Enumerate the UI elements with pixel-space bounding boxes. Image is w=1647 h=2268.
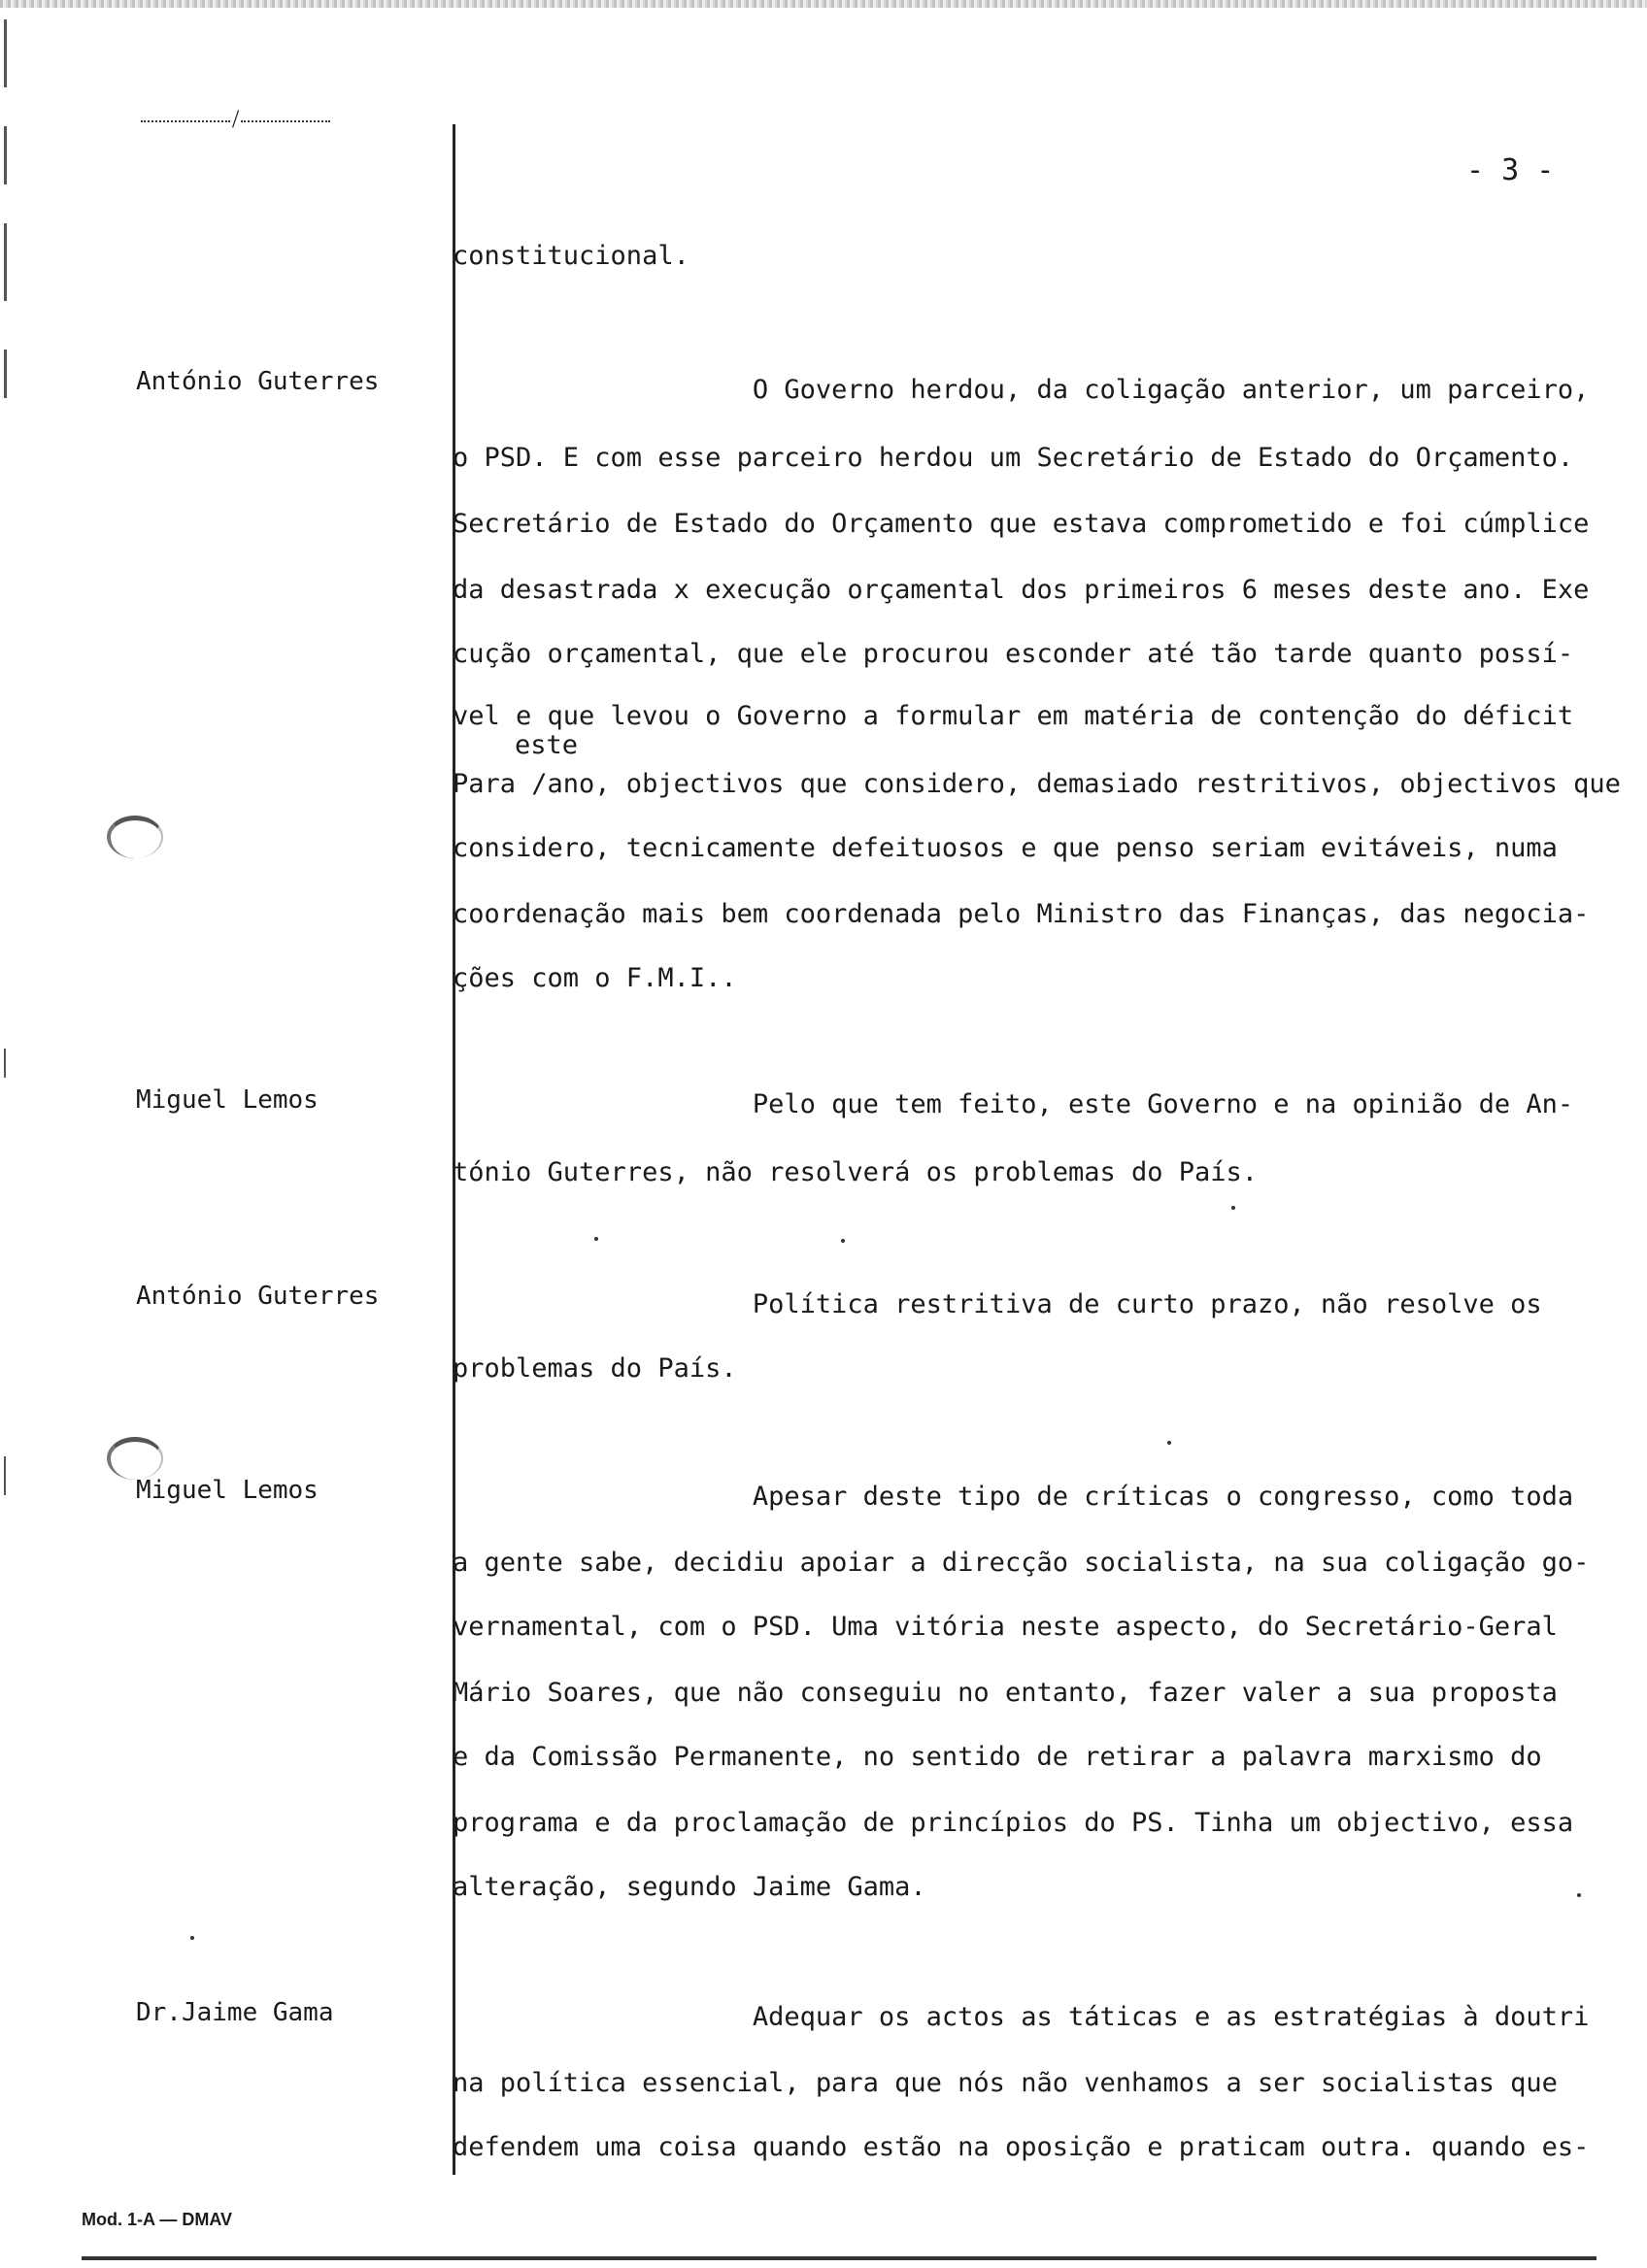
text-line: coordenação mais bem coordenada pelo Ministro das Finanças, das negocia- [453,899,1590,929]
text-line: Adequar os actos as táticas e as estratégias à doutri [453,2002,1590,2032]
text-line: Política restritiva de curto prazo, não resolve os [453,1289,1542,1319]
ink-speck [1167,1441,1171,1445]
text-line: problemas do País. [453,1353,737,1384]
text-line: defendem uma coisa quando estão na oposição e praticam outra. quando es- [453,2132,1590,2162]
text-line: vernamental, com o PSD. Uma vitória neste aspecto, do Secretário-Geral [453,1612,1558,1642]
text-line: o PSD. E com esse parceiro herdou um Secretário de Estado do Orçamento. [453,443,1574,473]
punch-hole [107,1437,163,1480]
text-line: Para /ano, objectivos que considero, demasiado restritivos, objectivos que [453,769,1621,799]
speaker-label: António Guterres [136,1282,380,1311]
text-line: alteração, segundo Jaime Gama. [453,1872,926,1902]
text-line: a gente sabe, decidiu apoiar a direcção socialista, na sua coligação go- [453,1548,1590,1578]
text-line: constitucional. [453,241,689,271]
speaker-label: António Guterres [136,367,380,396]
interlinear-insert: este [515,730,579,760]
text-line: e da Comissão Permanente, no sentido de retirar a palavra marxismo do [453,1742,1542,1772]
scan-noise-top [0,0,1647,8]
ink-speck [1577,1893,1581,1897]
text-line: Apesar deste tipo de críticas o congresso, como toda [453,1482,1574,1512]
speaker-label: Miguel Lemos [136,1476,319,1505]
text-line: Pelo que tem feito, este Governo e na opinião de An- [453,1089,1574,1119]
ink-speck [841,1239,845,1243]
header-field-slash: / [232,105,240,133]
header-field [141,105,330,134]
page-number: - 3 - [1466,153,1555,187]
text-line: da desastrada x execução orçamental dos primeiros 6 meses deste ano. Exe [453,575,1590,605]
speaker-label: Miguel Lemos [136,1085,319,1115]
margin-rule [453,124,455,2175]
ink-speck [594,1237,598,1241]
text-line: cução orçamental, que ele procurou esconder até tão tarde quanto possí- [453,639,1574,669]
text-line: na política essencial, para que nós não venhamos a ser socialistas que [453,2068,1558,2098]
speaker-label: Dr.Jaime Gama [136,1998,334,2027]
bottom-rule [82,2256,1597,2260]
text-line: O Governo herdou, da coligação anterior, um parceiro, [453,375,1590,405]
text-line: Mário Soares, que não conseguiu no entanto, fazer valer a sua proposta [453,1678,1558,1708]
form-code: Mod. 1-A — DMAV [82,2210,232,2229]
ink-speck [190,1936,194,1940]
text-line: vel e que levou o Governo a formular em matéria de contenção do déficit [453,701,1574,731]
scan-edge-left [0,0,14,2268]
ink-speck [1231,1206,1235,1210]
text-line: programa e da proclamação de princípios do PS. Tinha um objectivo, essa [453,1808,1574,1838]
header-field-right [241,111,330,122]
text-line: considero, tecnicamente defeituosos e que penso seriam evitáveis, numa [453,833,1558,863]
punch-hole [107,816,163,858]
text-line: Secretário de Estado do Orçamento que estava comprometido e foi cúmplice [453,509,1590,539]
header-field-left [141,111,230,122]
text-line: ções com o F.M.I.. [453,963,737,993]
text-line: tónio Guterres, não resolverá os problemas do País. [453,1157,1259,1187]
